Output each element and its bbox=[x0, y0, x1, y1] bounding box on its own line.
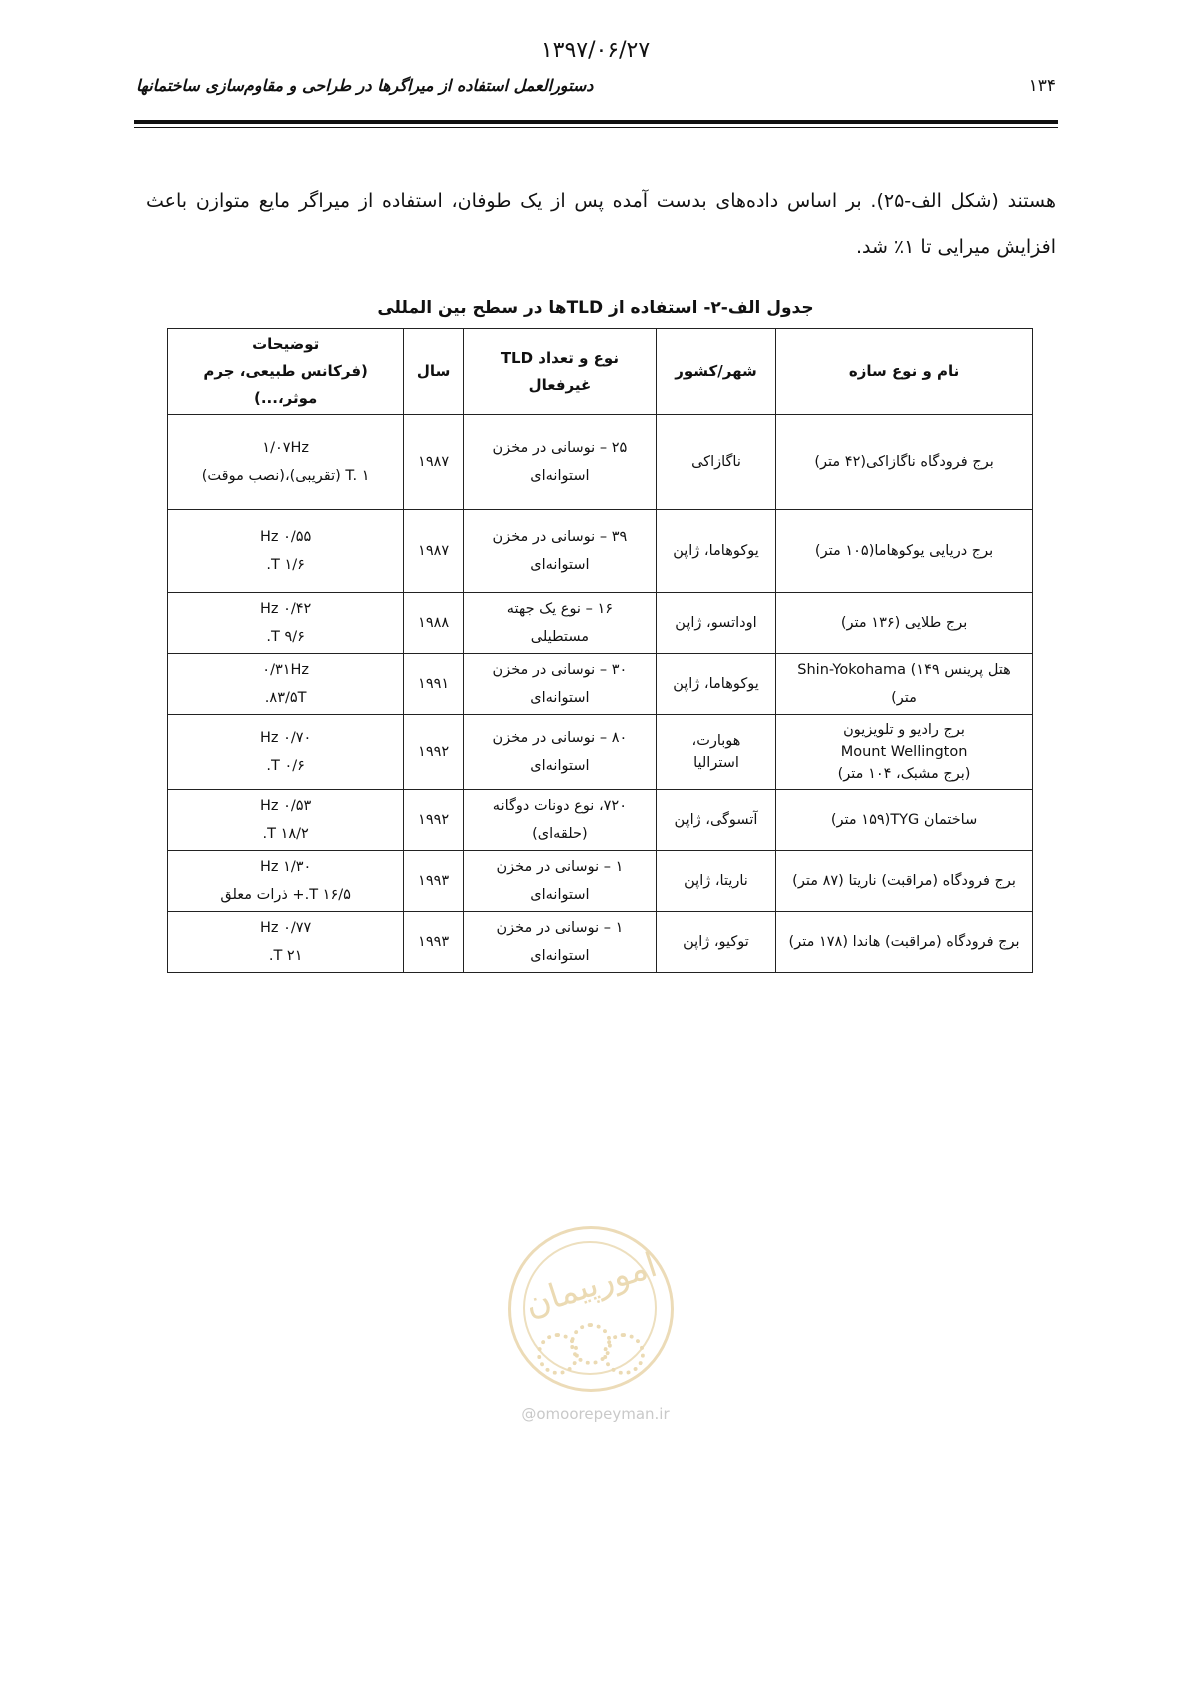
cell-year: ۱۹۸۷ bbox=[404, 415, 464, 510]
table-row bbox=[168, 790, 1033, 851]
cell-year: ۱۹۹۱ bbox=[404, 654, 464, 715]
cell-line: استوانه‌ای bbox=[530, 557, 590, 573]
cell-line: ناگازاکی bbox=[691, 454, 741, 470]
cell-line: ۱/۰۷Hz bbox=[262, 440, 310, 456]
table-row bbox=[168, 851, 1033, 912]
cell-line: آتسوگی، ژاپن bbox=[674, 812, 758, 828]
tld-table bbox=[167, 328, 1033, 973]
page-header bbox=[136, 72, 1056, 108]
cell-tld bbox=[463, 912, 656, 973]
cell-name bbox=[776, 593, 1033, 654]
cell-line: اوداتسو، ژاپن bbox=[675, 615, 757, 631]
cell-name bbox=[776, 415, 1033, 510]
cell-line: استوانه‌ای bbox=[530, 690, 590, 706]
cell-line: ناریتا، ژاپن bbox=[684, 873, 748, 889]
table-header-row bbox=[168, 329, 1033, 415]
cell-year: ۱۹۹۲ bbox=[404, 715, 464, 790]
cell-tld bbox=[463, 715, 656, 790]
watermark-seal bbox=[508, 1226, 674, 1392]
cell-line: برج دریایی یوکوهاما(۱۰۵ متر) bbox=[814, 543, 994, 559]
cell-name bbox=[776, 510, 1033, 593]
cell-line: ۲۱ T. bbox=[268, 948, 303, 964]
cell-line: هوبارت، bbox=[691, 733, 741, 749]
date-stamp: ۱۳۹۷/۰۶/۲۷ bbox=[540, 38, 651, 63]
gear-icon bbox=[603, 1333, 645, 1375]
cell-tld bbox=[463, 851, 656, 912]
cell-line: ۰/۶ T. bbox=[266, 758, 305, 774]
cell-city bbox=[656, 593, 775, 654]
cell-line: استوانه‌ای bbox=[530, 468, 590, 484]
cell-line: (حلقه‌ای) bbox=[532, 826, 588, 842]
cell-desc bbox=[168, 912, 404, 973]
cell-line: استوانه‌ای bbox=[530, 758, 590, 774]
cell-city bbox=[656, 851, 775, 912]
cell-line: استوانه‌ای bbox=[530, 887, 590, 903]
header-year: سال bbox=[404, 329, 464, 415]
cell-name bbox=[776, 912, 1033, 973]
table-row bbox=[168, 510, 1033, 593]
cell-line: ۸۰ – نوسانی در مخزن bbox=[492, 730, 628, 746]
cell-line: ۰/۷۷ Hz bbox=[259, 920, 312, 936]
header-name: نام و نوع سازه bbox=[776, 329, 1033, 415]
cell-tld bbox=[463, 790, 656, 851]
header-desc bbox=[168, 329, 404, 415]
page-number: ۱۳۴ bbox=[1028, 76, 1056, 96]
cell-line: ۱/۳۰ Hz bbox=[259, 859, 312, 875]
cell-line: ۳۰ – نوسانی در مخزن bbox=[492, 662, 628, 678]
cell-line: ۱ – نوسانی در مخزن bbox=[496, 920, 624, 936]
table-row bbox=[168, 715, 1033, 790]
cell-line: هتل پرینس Shin-Yokohama (۱۴۹ bbox=[797, 662, 1011, 678]
cell-line: استوانه‌ای bbox=[530, 948, 590, 964]
cell-city bbox=[656, 912, 775, 973]
cell-city bbox=[656, 415, 775, 510]
cell-line: برج فرودگاه ناگازاکی(۴۲ متر) bbox=[814, 454, 994, 470]
cell-tld bbox=[463, 415, 656, 510]
cell-line: ۰/۳۱Hz bbox=[262, 662, 310, 678]
header-desc-line: توضیحات bbox=[252, 335, 320, 353]
header-city: شهر/کشور bbox=[656, 329, 775, 415]
cell-line: یوکوهاما، ژاپن bbox=[673, 676, 759, 692]
header-tld-line: نوع و تعداد TLD bbox=[500, 348, 619, 367]
cell-line: ۰/۷۰ Hz bbox=[259, 730, 312, 746]
cell-line: ۱۶/۵ T.+ ذرات معلق bbox=[220, 887, 351, 903]
cell-line: مستطیلی bbox=[530, 629, 590, 645]
cell-name bbox=[776, 790, 1033, 851]
cell-line: ۱ – نوسانی در مخزن bbox=[496, 859, 624, 875]
cell-city bbox=[656, 510, 775, 593]
cell-tld bbox=[463, 510, 656, 593]
cell-desc bbox=[168, 593, 404, 654]
cell-year: ۱۹۹۲ bbox=[404, 790, 464, 851]
table-caption: جدول الف-۲- استفاده از TLDها در سطح بین المللی bbox=[377, 298, 814, 318]
table-row bbox=[168, 912, 1033, 973]
cell-line: استرالیا bbox=[693, 755, 739, 771]
cell-line: T. ۱ (تقریبی)،(نصب موقت) bbox=[201, 468, 370, 484]
cell-line: متر) bbox=[891, 690, 917, 706]
cell-line: ۱۸/۲ T. bbox=[262, 826, 309, 842]
cell-line: ۹/۶ T. bbox=[266, 629, 305, 645]
cell-desc bbox=[168, 654, 404, 715]
watermark-logo-text: امورپیمان bbox=[519, 1244, 663, 1326]
cell-line: (برج مشبک، ۱۰۴ متر) bbox=[837, 766, 971, 782]
watermark-gears-icon bbox=[537, 1335, 645, 1375]
cell-line: ۸۳/۵T. bbox=[264, 690, 307, 706]
table-row bbox=[168, 593, 1033, 654]
cell-line: ۰/۵۵ Hz bbox=[259, 529, 312, 545]
cell-year: ۱۹۹۳ bbox=[404, 851, 464, 912]
cell-line: ۰/۴۲ Hz bbox=[259, 601, 312, 617]
watermark-url: @omoorepeyman.ir bbox=[521, 1405, 670, 1423]
cell-line: توکیو، ژاپن bbox=[683, 934, 749, 950]
cell-line: Mount Wellington bbox=[840, 744, 968, 760]
cell-line: ۷۲۰، نوع دونات دوگانه bbox=[492, 798, 628, 814]
cell-year: ۱۹۸۷ bbox=[404, 510, 464, 593]
running-title: دستورالعمل استفاده از میراگرها در طراحی و مقاوم‌سازی ساختمانها bbox=[136, 76, 594, 95]
cell-city bbox=[656, 790, 775, 851]
cell-line: ۱۶ – نوع یک جهته bbox=[506, 601, 614, 617]
body-paragraph: هستند (شکل الف-۲۵). بر اساس داده‌های بدست آمده پس از یک طوفان، استفاده از میراگر مایع متوازن باعث افزایش میرایی تا ۱٪ شد. bbox=[146, 190, 1056, 258]
cell-year: ۱۹۸۸ bbox=[404, 593, 464, 654]
cell-line: ساختمان TYG(۱۵۹ متر) bbox=[830, 812, 978, 828]
cell-line: ۰/۵۳ Hz bbox=[259, 798, 312, 814]
cell-year: ۱۹۹۳ bbox=[404, 912, 464, 973]
header-tld-line: غیرفعال bbox=[528, 375, 592, 394]
header-tld bbox=[463, 329, 656, 415]
table-row bbox=[168, 415, 1033, 510]
cell-line: برج رادیو و تلویزیون bbox=[843, 722, 965, 738]
header-desc-line: (فرکانس طبیعی، جرم موثر،...) bbox=[203, 362, 368, 407]
cell-line: ۱/۶ T. bbox=[266, 557, 305, 573]
cell-tld bbox=[463, 654, 656, 715]
header-rule-thick bbox=[134, 120, 1058, 124]
cell-line: برج طلایی (۱۳۶ متر) bbox=[840, 615, 968, 631]
cell-line: برج فرودگاه (مراقبت) ناریتا (۸۷ متر) bbox=[792, 873, 1016, 889]
cell-desc bbox=[168, 715, 404, 790]
cell-name bbox=[776, 715, 1033, 790]
cell-line: ۲۵ – نوسانی در مخزن bbox=[492, 440, 628, 456]
cell-city bbox=[656, 715, 775, 790]
cell-line: یوکوهاما، ژاپن bbox=[673, 543, 759, 559]
cell-city bbox=[656, 654, 775, 715]
table-row bbox=[168, 654, 1033, 715]
cell-desc bbox=[168, 510, 404, 593]
cell-tld bbox=[463, 593, 656, 654]
cell-desc bbox=[168, 790, 404, 851]
cell-line: ۳۹ – نوسانی در مخزن bbox=[492, 529, 628, 545]
cell-name bbox=[776, 654, 1033, 715]
cell-desc bbox=[168, 851, 404, 912]
cell-desc bbox=[168, 415, 404, 510]
header-rule-thin bbox=[134, 127, 1058, 128]
cell-line: برج فرودگاه (مراقبت) هاندا (۱۷۸ متر) bbox=[788, 934, 1020, 950]
cell-name bbox=[776, 851, 1033, 912]
